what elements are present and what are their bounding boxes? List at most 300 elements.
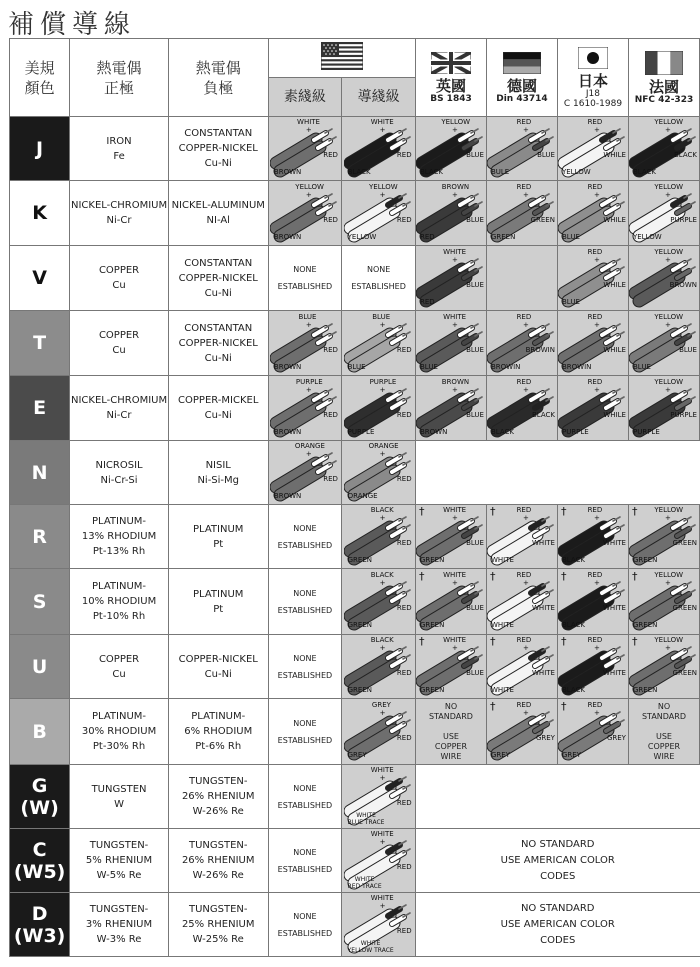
wire-right-label: GREEN	[530, 215, 555, 224]
uk-name: 英國	[435, 76, 466, 95]
wire-top-label: RED	[587, 182, 603, 191]
wire-right-label: WHITE	[603, 669, 626, 677]
color-code-cell	[486, 569, 557, 635]
wire-top-label: YELLOW	[654, 247, 684, 256]
wire-right-label: BLUE	[466, 280, 484, 289]
positive-alloy-cell	[70, 699, 169, 765]
negative-alloy: COPPER-MICKEL Cu-Ni	[178, 395, 259, 421]
dagger-mark: †	[631, 635, 638, 648]
plus-mark: +	[305, 190, 312, 199]
wire-right-label: BROWN	[669, 280, 697, 289]
jacket-label: BLACK	[632, 168, 656, 176]
color-code-cell	[268, 699, 342, 765]
wire-right-label: WHILE	[603, 151, 626, 159]
positive-alloy-cell	[70, 765, 169, 829]
none-established: NONE ESTABLISHED	[277, 783, 333, 810]
color-code-cell	[342, 117, 416, 181]
plus-mark: +	[593, 126, 600, 134]
negative-alloy-cell	[168, 765, 268, 829]
jacket-label: GREEN	[419, 556, 445, 564]
cable-u-1	[344, 635, 414, 698]
no-standard-cell	[415, 829, 699, 893]
dagger-mark: †	[631, 570, 638, 583]
positive-alloy-cell	[70, 117, 169, 181]
color-code-cell	[342, 635, 416, 699]
page-title: 補償導線	[8, 10, 137, 40]
wire-right-label: WHILE	[603, 410, 626, 419]
positive-alloy-cell	[70, 311, 169, 376]
jacket-label: BROWN	[273, 232, 302, 241]
positive-alloy-cell	[70, 505, 169, 569]
color-code-cell	[557, 505, 628, 569]
plus-mark: +	[379, 514, 386, 522]
header-color-std: 美規 顏色	[10, 39, 70, 117]
none-established: NONE ESTABLISHED	[351, 265, 406, 291]
plus-mark: +	[379, 902, 386, 910]
cable-j-3	[487, 117, 557, 180]
positive-alloy-cell	[70, 569, 169, 635]
color-code-cell	[415, 246, 486, 311]
jacket-label: BLACK	[561, 621, 585, 629]
plus-mark: +	[664, 126, 671, 134]
cable-e-2	[416, 377, 486, 440]
wire-top-label: YELLOW	[654, 312, 684, 321]
wire-top-label: WHITE	[443, 506, 467, 514]
no-standard-american: NO STANDARD USE AMERICAN COLOR CODES	[500, 838, 615, 882]
color-code-cell	[268, 246, 342, 311]
cable-j-2	[416, 117, 486, 180]
wire-right-label: RED	[323, 151, 338, 159]
color-code-cell	[628, 569, 699, 635]
wire-top-label: PURPLE	[295, 377, 323, 386]
plus-mark: +	[664, 514, 671, 522]
color-code-cell	[486, 246, 557, 311]
wire-top-label: RED	[516, 571, 532, 579]
wire-right-label: WHILE	[603, 345, 626, 354]
cable-s-1	[344, 570, 414, 633]
plus-mark: +	[593, 579, 600, 587]
dagger-mark: †	[418, 635, 425, 648]
cable-k-2	[416, 182, 486, 245]
color-code-cell	[342, 441, 416, 505]
wire-right-label: GREY	[535, 734, 555, 742]
dagger-mark: †	[489, 700, 496, 713]
cable-k-0	[270, 182, 340, 245]
wire-top-label: WHITE	[443, 636, 467, 644]
wire-right-label: GREEN	[672, 539, 697, 547]
cable-k-3	[487, 182, 557, 245]
color-code-cell	[268, 117, 342, 181]
wire-right-label: RED	[323, 215, 338, 224]
plus-mark: +	[379, 320, 386, 329]
cable-t-5	[629, 312, 699, 375]
negative-alloy: NICKEL-ALUMINUM NI-Al	[171, 200, 265, 226]
negative-alloy: TUNGSTEN- 25% RHENIUM W-25% Re	[181, 904, 255, 945]
plus-mark: +	[379, 450, 386, 458]
jacket-label: WHITE	[490, 686, 514, 694]
germany-flag-icon	[503, 52, 541, 74]
wire-top-label: YELLOW	[369, 182, 398, 191]
jacket-label: RED	[419, 232, 435, 241]
fr-code: NFC 42-323	[634, 94, 694, 105]
cable-e-0	[270, 377, 340, 440]
plus-mark: +	[522, 709, 529, 717]
wire-top-label: ORANGE	[368, 442, 399, 450]
wire-right-label: RED	[396, 151, 412, 159]
negative-alloy: PLATINUM- 6% RHODIUM Pt-6% Rh	[184, 711, 253, 752]
row-type-s	[10, 569, 700, 635]
jacket-label: GREEN	[632, 621, 658, 629]
wire-right-label: WHITE	[603, 539, 626, 547]
wire-top-label: BROWN	[441, 377, 470, 386]
plus-mark: +	[593, 320, 600, 329]
wire-top-label: WHITE	[370, 118, 394, 126]
wire-right-label: BLUE	[466, 604, 484, 612]
color-code-cell	[342, 376, 416, 441]
wire-top-label: ORANGE	[294, 442, 325, 450]
color-code-cell	[486, 311, 557, 376]
jacket-label: BLUE	[632, 362, 651, 371]
color-code-cell	[557, 181, 628, 246]
wire-top-label: RED	[587, 636, 603, 644]
uk-code: BS 1843	[430, 93, 472, 104]
dagger-mark: †	[418, 570, 425, 583]
wire-right-label: GREY	[606, 734, 626, 742]
cable-s-3	[487, 570, 557, 633]
de-name: 德國	[506, 76, 537, 95]
cable-u-4	[558, 635, 628, 698]
wire-top-label: RED	[587, 312, 603, 321]
france-flag-icon	[645, 51, 683, 75]
plus-mark: +	[664, 255, 671, 264]
none-established: NONE ESTABLISHED	[277, 523, 333, 550]
type-letter-cell	[10, 181, 70, 246]
plus-mark: +	[593, 385, 600, 394]
wire-top-label: BLACK	[370, 636, 394, 644]
plus-mark: +	[593, 644, 600, 652]
wire-top-label: RED	[587, 506, 603, 514]
negative-alloy: TUNGSTEN- 26% RHENIUM W-26% Re	[181, 840, 255, 881]
negative-alloy-cell	[168, 311, 268, 376]
none-established: NONE ESTABLISHED	[277, 911, 333, 938]
wire-right-label: WHITE	[532, 669, 555, 677]
jacket-label: BLACK	[561, 556, 585, 564]
no-standard-american: NO STANDARD USE AMERICAN COLOR CODES	[500, 902, 615, 946]
cable-t-2	[416, 312, 486, 375]
negative-alloy-cell	[168, 505, 268, 569]
jacket-label: GREEN	[419, 621, 445, 629]
color-code-cell	[415, 376, 486, 441]
wire-top-label: PURPLE	[369, 377, 397, 386]
color-code-cell	[342, 181, 416, 246]
jacket-label: WHITE RED TRACE	[347, 876, 382, 890]
header-usa-sub2: 導綫級	[342, 78, 416, 117]
negative-alloy: TUNGSTEN- 26% RHENIUM W-26% Re	[181, 776, 255, 817]
positive-alloy-cell	[70, 893, 169, 957]
row-type-e	[10, 376, 700, 441]
cable-u-3	[487, 635, 557, 698]
fr-name: 法國	[648, 77, 679, 96]
jacket-label: BROWN	[273, 492, 302, 500]
uk-flag-icon	[431, 52, 471, 74]
color-code-cell	[557, 376, 628, 441]
wire-right-label: GREEN	[672, 604, 697, 612]
plus-mark: +	[664, 579, 671, 587]
plus-mark: +	[593, 255, 600, 264]
wire-right-label: BLUE	[537, 151, 555, 159]
row-type-c	[10, 829, 700, 893]
jacket-label: WHITE	[490, 621, 514, 629]
jacket-label: BROWN	[273, 168, 302, 176]
cable-u-2	[416, 635, 486, 698]
wire-right-label: RED	[396, 539, 412, 547]
negative-alloy-cell	[168, 635, 268, 699]
wire-top-label: RED	[516, 377, 532, 386]
wire-top-label: BLACK	[370, 571, 394, 579]
cable-k-4	[558, 182, 628, 245]
no-standard-note: NO STANDARD USE COPPER WIRE	[641, 701, 686, 761]
color-code-cell	[342, 765, 416, 829]
plus-mark: +	[522, 190, 529, 199]
cable-s-5	[629, 570, 699, 633]
wire-right-label: BLUE	[466, 345, 484, 354]
type-letter-cell	[10, 829, 70, 893]
plus-mark: +	[451, 190, 458, 199]
color-code-cell	[486, 181, 557, 246]
plus-mark: +	[451, 514, 458, 522]
wire-top-label: BLUE	[372, 312, 391, 321]
wire-right-label: BLUE	[466, 669, 484, 677]
jacket-label: GREY	[561, 751, 581, 759]
plus-mark: +	[379, 838, 386, 846]
negative-alloy: CONSTANTAN COPPER-NICKEL Cu-Ni	[178, 322, 258, 364]
negative-alloy: CONSTANTAN COPPER-NICKEL Cu-Ni	[178, 257, 258, 299]
positive-alloy: NICROSIL Ni-Cr-Si	[95, 459, 143, 486]
positive-alloy: TUNGSTEN W	[91, 783, 147, 810]
wire-right-label: BLUE	[466, 410, 484, 419]
color-code-cell	[268, 829, 342, 893]
wire-top-label: YELLOW	[654, 377, 684, 386]
wire-top-label: YELLOW	[654, 118, 684, 126]
plus-mark: +	[664, 644, 671, 652]
cable-t-3	[487, 312, 557, 375]
wire-right-label: BLACK	[531, 410, 555, 419]
cable-e-4	[558, 377, 628, 440]
type-letter-cell	[10, 699, 70, 765]
cable-v-5	[629, 247, 699, 310]
color-code-cell	[557, 246, 628, 311]
wire-right-label: RED	[396, 734, 412, 742]
usa-flag-header	[268, 39, 415, 78]
header-negative: 熱電偶 負極	[168, 39, 268, 117]
wire-top-label: YELLOW	[295, 182, 324, 191]
cable-s-2	[416, 570, 486, 633]
header-de	[486, 39, 557, 117]
jacket-label: BROWN	[273, 427, 302, 436]
wire-right-label: RED	[396, 215, 412, 224]
cable-j-4	[558, 117, 628, 180]
color-code-cell	[628, 246, 699, 311]
wire-right-label: RED	[396, 863, 412, 871]
color-code-cell	[268, 441, 342, 505]
wire-right-label: BLUE	[466, 151, 484, 159]
plus-mark: +	[379, 709, 386, 717]
color-code-cell	[486, 117, 557, 181]
jacket-label: GREEN	[347, 556, 372, 564]
cable-e-5	[629, 377, 699, 440]
jacket-label: BLUE	[561, 297, 580, 306]
wire-top-label: RED	[516, 118, 532, 126]
positive-alloy: COPPER Cu	[98, 330, 140, 356]
plus-mark: +	[522, 579, 529, 587]
cable-j-0	[270, 117, 340, 180]
color-code-cell	[342, 893, 416, 957]
plus-mark: +	[379, 644, 386, 652]
plus-mark: +	[379, 126, 386, 134]
negative-alloy: CONSTANTAN COPPER-NICKEL Cu-Ni	[178, 128, 258, 169]
color-code-cell	[486, 505, 557, 569]
type-letter-cell	[10, 569, 70, 635]
negative-alloy-cell	[168, 441, 268, 505]
no-standard-cell	[415, 893, 699, 957]
jacket-label: BROWIN	[490, 362, 521, 371]
wire-top-label: BLACK	[370, 506, 394, 514]
compensating-wire-table	[9, 38, 700, 957]
jacket-label: YELLOW	[632, 232, 662, 241]
wire-top-label: WHITE	[297, 118, 320, 126]
row-type-g	[10, 765, 700, 829]
row-type-u	[10, 635, 700, 699]
positive-alloy: PLATINUM- 30% RHODIUM Pt-30% Rh	[81, 711, 157, 752]
color-code-cell	[268, 893, 342, 957]
positive-alloy: COPPER Cu	[98, 265, 140, 291]
positive-alloy-cell	[70, 376, 169, 441]
jacket-label: WHITE YELLOW TRACE	[347, 940, 394, 954]
plus-mark: +	[451, 320, 458, 329]
positive-alloy: COPPER Cu	[98, 653, 140, 680]
wire-top-label: YELLOW	[654, 506, 684, 514]
cable-v-2	[416, 247, 486, 310]
type-letter-cell	[10, 376, 70, 441]
wire-right-label: BLUE	[466, 215, 484, 224]
wire-top-label: YELLOW	[654, 571, 684, 579]
wire-right-label: BLUE	[679, 345, 697, 354]
type-letter-cell	[10, 765, 70, 829]
wire-top-label: BROWN	[441, 182, 470, 191]
row-type-v	[10, 246, 700, 311]
jacket-label: BLACK	[347, 168, 371, 176]
type-letter: J	[36, 137, 44, 160]
wire-right-label: BLACK	[673, 151, 697, 159]
color-code-cell	[628, 505, 699, 569]
cable-e-1	[344, 377, 414, 440]
plus-mark: +	[522, 385, 529, 394]
wire-right-label: PURPLE	[670, 410, 697, 419]
plus-mark: +	[305, 126, 312, 134]
wire-right-label: RED	[396, 410, 412, 419]
dagger-mark: †	[489, 570, 496, 583]
type-letter: B	[32, 720, 47, 743]
color-code-cell	[342, 311, 416, 376]
cable-v-4	[558, 247, 628, 310]
color-code-cell	[557, 635, 628, 699]
type-letter: E	[33, 397, 47, 419]
color-code-cell	[557, 117, 628, 181]
wire-top-label: WHITE	[370, 894, 394, 902]
negative-alloy: PLATINUM Pt	[193, 523, 244, 550]
wire-top-label: WHITE	[443, 571, 467, 579]
positive-alloy: TUNGSTEN- 3% RHENIUM W-3% Re	[85, 904, 153, 945]
wire-top-label: RED	[587, 701, 603, 709]
cable-g-1	[344, 765, 414, 828]
color-code-cell	[557, 569, 628, 635]
wire-right-label: RED	[396, 475, 412, 483]
jacket-label: GREEN	[419, 686, 445, 694]
dagger-mark: †	[631, 505, 638, 518]
wire-right-label: RED	[396, 799, 412, 807]
header-usa-sub1: 素綫級	[268, 78, 342, 117]
color-code-cell	[415, 635, 486, 699]
color-code-cell	[268, 505, 342, 569]
color-code-cell	[342, 829, 416, 893]
none-established: NONE ESTABLISHED	[277, 265, 333, 291]
wire-right-label: BLUE	[466, 539, 484, 547]
color-code-cell	[628, 376, 699, 441]
negative-alloy-cell	[168, 699, 268, 765]
row-type-d	[10, 893, 700, 957]
color-code-cell	[342, 569, 416, 635]
jacket-label: RED	[419, 297, 435, 306]
jacket-label: BULE	[490, 168, 510, 176]
cable-k-5	[629, 182, 699, 245]
wire-right-label: BROWIN	[525, 345, 555, 354]
jacket-label: WHITE BLUE TRACE	[347, 812, 385, 826]
positive-alloy-cell	[70, 181, 169, 246]
color-code-cell	[342, 699, 416, 765]
negative-alloy: NISIL Ni-Si-Mg	[197, 459, 240, 486]
jacket-label: GREY	[490, 751, 510, 759]
negative-alloy-cell	[168, 246, 268, 311]
type-letter: D (W3)	[13, 902, 66, 947]
cable-r-2	[416, 505, 486, 568]
japan-flag-icon	[578, 47, 608, 69]
wire-right-label: PURPLE	[670, 215, 697, 224]
wire-top-label: RED	[587, 377, 603, 386]
negative-alloy-cell	[168, 893, 268, 957]
type-letter: R	[32, 525, 47, 548]
wire-top-label: YELLOW	[654, 636, 684, 644]
color-code-cell	[557, 311, 628, 376]
type-letter: K	[32, 202, 47, 224]
cable-b-4	[558, 700, 628, 763]
plus-mark: +	[664, 385, 671, 394]
type-letter-cell	[10, 635, 70, 699]
jacket-label: BROWN	[419, 427, 448, 436]
cable-d-1	[344, 893, 414, 956]
cable-u-5	[629, 635, 699, 698]
plus-mark: +	[664, 190, 671, 199]
header-uk	[415, 39, 486, 117]
header-fr	[628, 39, 699, 117]
wire-right-label: WHITE	[532, 604, 555, 612]
dagger-mark: †	[489, 635, 496, 648]
none-established: NONE ESTABLISHED	[277, 653, 333, 680]
cable-s-4	[558, 570, 628, 633]
de-code: Din 43714	[496, 93, 548, 104]
positive-alloy: PLATINUM- 13% RHODIUM Pt-13% Rh	[81, 516, 157, 557]
jacket-label: BLUE	[561, 232, 580, 241]
plus-mark: +	[305, 385, 312, 394]
